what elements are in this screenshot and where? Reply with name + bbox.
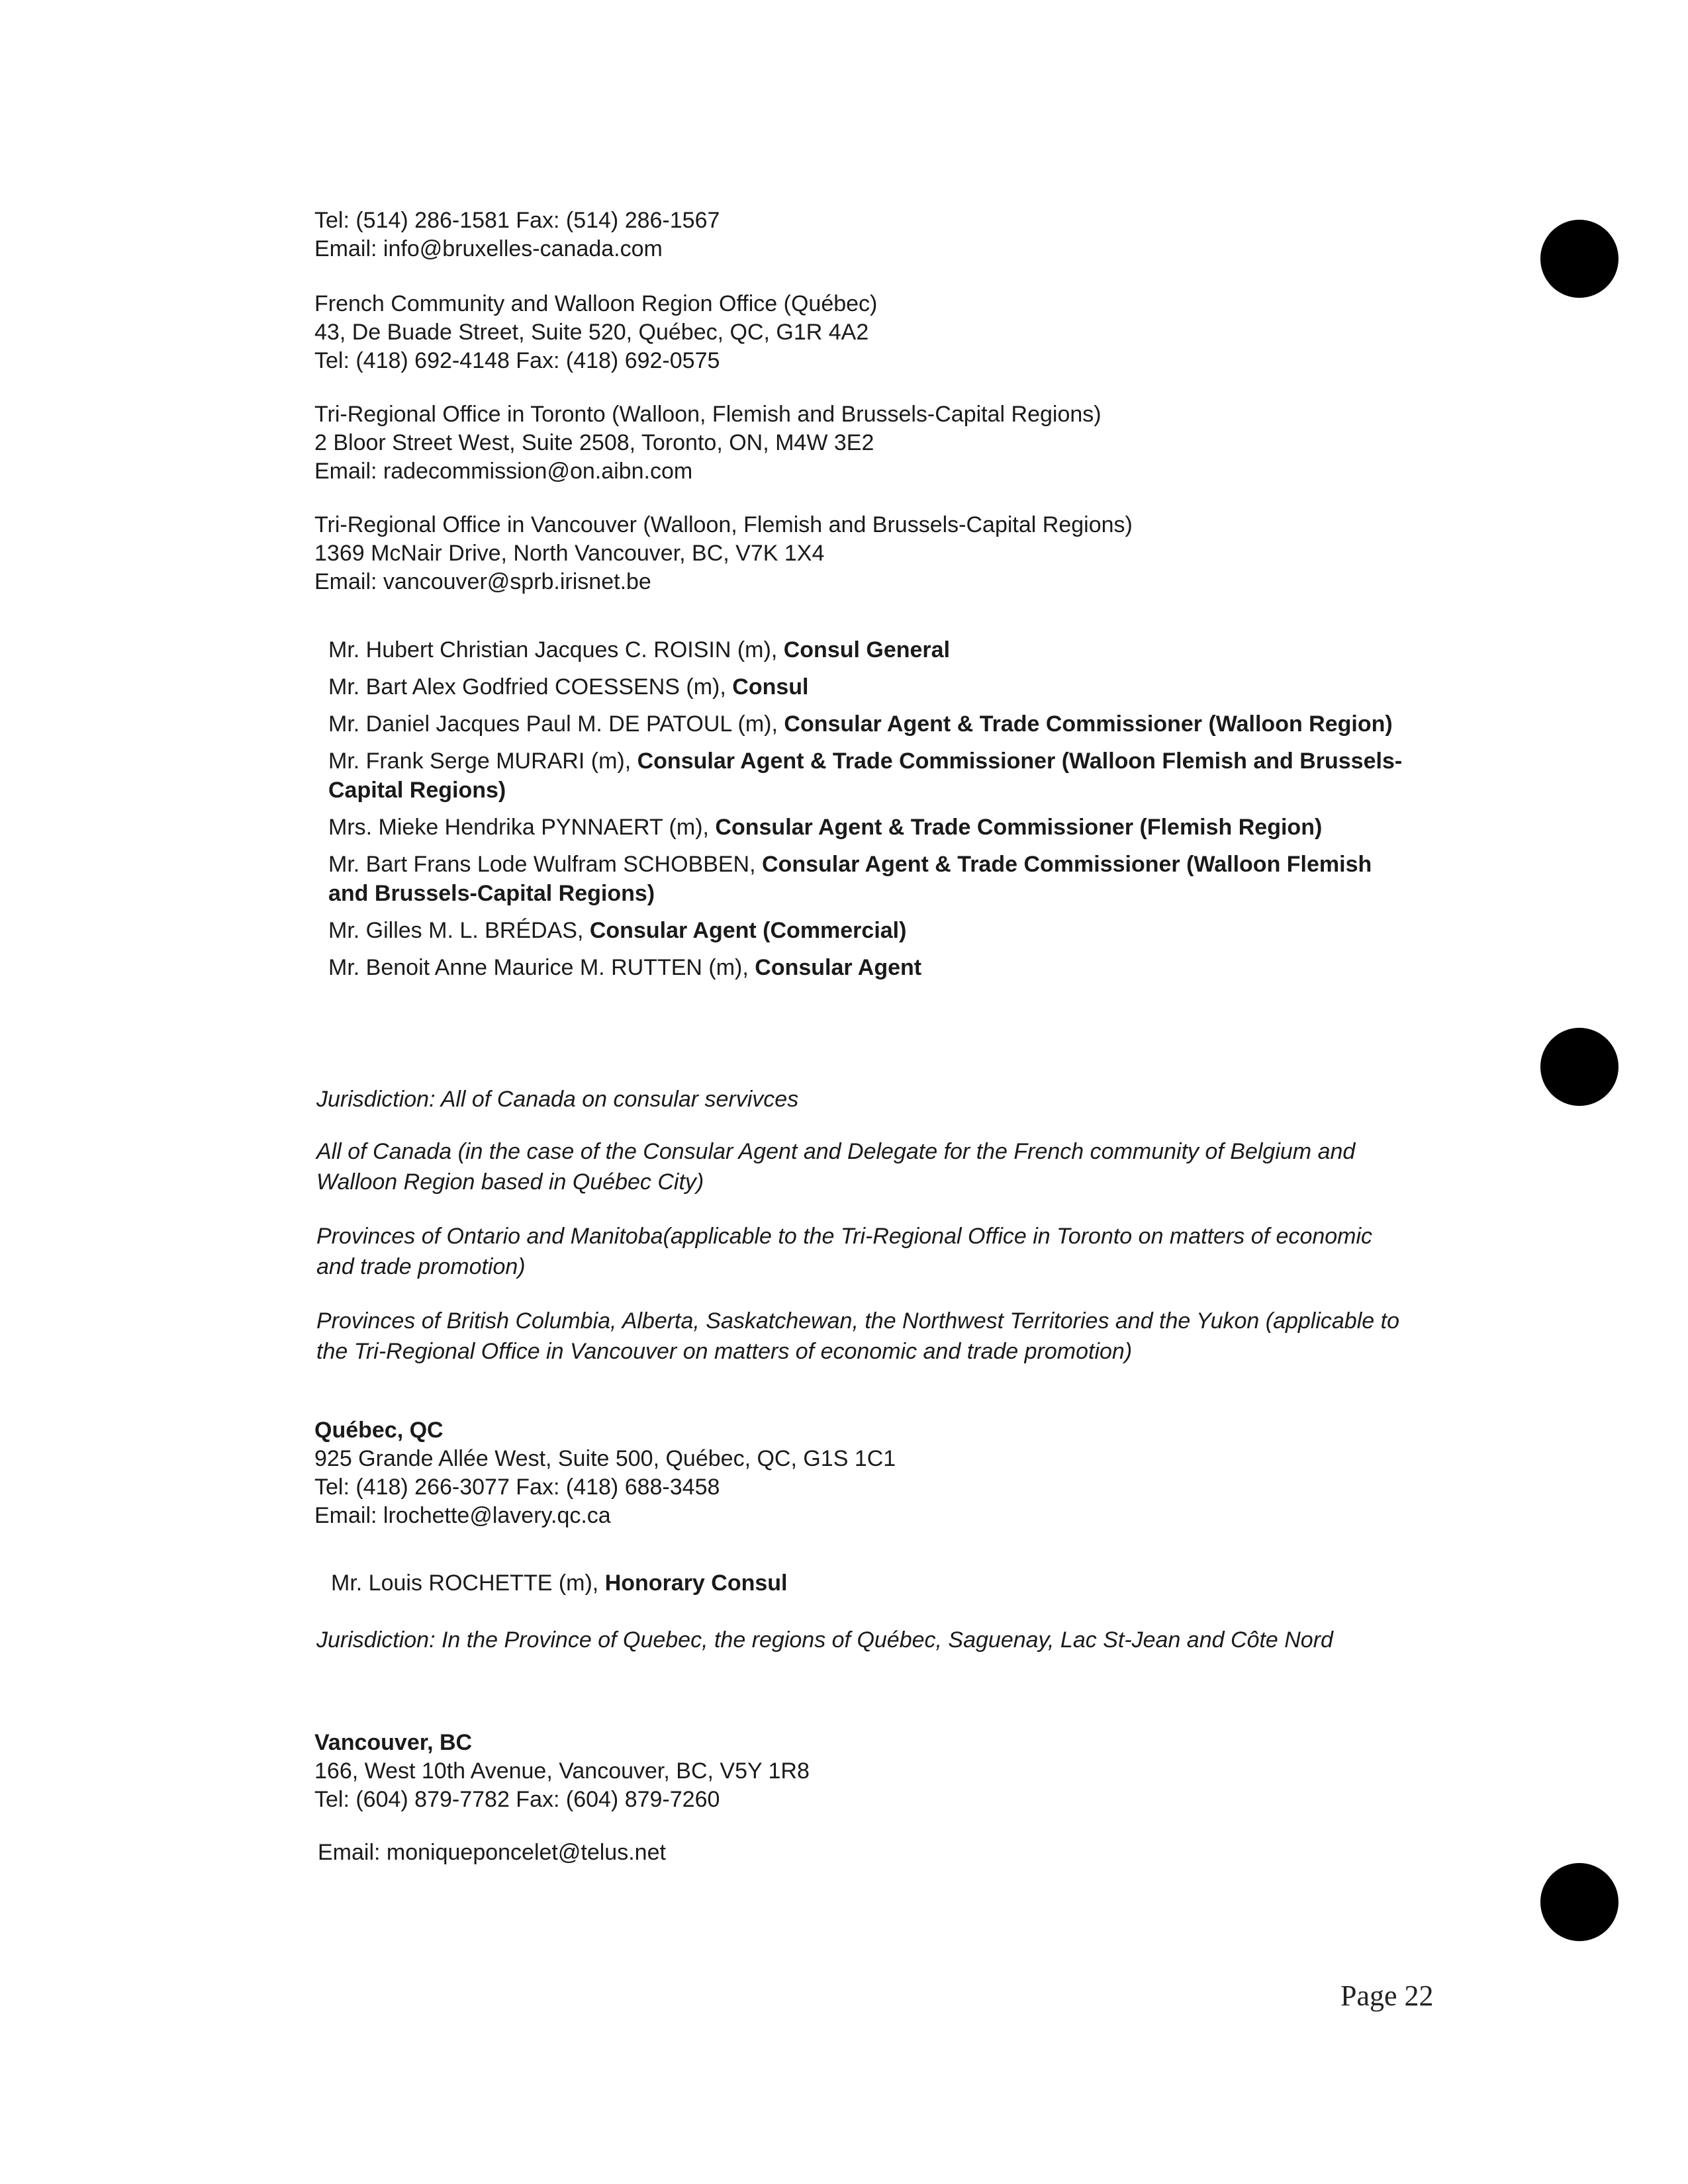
- hole-punch-icon: [1540, 1863, 1618, 1941]
- jurisdiction-vancouver: Provinces of British Columbia, Alberta, Saskatchewan, the Northwest Territories and the Yukon (applicable to the Tri-Regional Office in Vancouver on matters of economic and trade promotion): [316, 1308, 1399, 1364]
- vancouver-office: [314, 511, 1440, 596]
- official-name: Mr. Bart Alex Godfried COESSENS (m),: [328, 674, 733, 700]
- official-entry: [328, 953, 1414, 982]
- official-name: Mr. Benoit Anne Maurice M. RUTTEN (m),: [328, 955, 755, 980]
- official-title: Consular Agent & Trade Commissioner (Walloon Region): [784, 711, 1393, 737]
- officials-list: [328, 635, 1414, 990]
- consulate-phone-fax: Tel: (604) 879-7782 Fax: (604) 879-7260: [314, 1787, 720, 1812]
- top-contact: [314, 206, 1440, 263]
- official-entry: [328, 635, 1414, 664]
- office-name: Tri-Regional Office in Toronto (Walloon, Flemish and Brussels-Capital Regions): [314, 402, 1102, 427]
- official-title: Consular Agent & Trade Commissioner (Walloon Flemish and Brussels-Capital Regions): [328, 749, 1403, 803]
- official-entry: [328, 709, 1414, 739]
- phone-fax: Tel: (514) 286-1581 Fax: (514) 286-1567: [314, 208, 720, 233]
- consulate-phone-fax: Tel: (418) 266-3077 Fax: (418) 688-3458: [314, 1475, 720, 1500]
- official-entry: [328, 916, 1414, 945]
- official-name: Mr. Bart Frans Lode Wulfram SCHOBBEN,: [328, 852, 762, 877]
- hole-punch-icon: [1540, 220, 1618, 298]
- jurisdiction-toronto: Provinces of Ontario and Manitoba(applicable to the Tri-Regional Office in Toronto on matters of economic and trade promotion): [316, 1224, 1373, 1279]
- consulate-address: 925 Grande Allée West, Suite 500, Québec, QC, G1S 1C1: [314, 1446, 896, 1471]
- consulate-email: Email: lrochette@lavery.qc.ca: [314, 1503, 611, 1528]
- quebec-consulate: [314, 1416, 1440, 1530]
- office-address: 2 Bloor Street West, Suite 2508, Toronto, ON, M4W 3E2: [314, 430, 874, 455]
- office-address: 1369 McNair Drive, North Vancouver, BC, V7K 1X4: [314, 541, 825, 566]
- official-name: Mr. Hubert Christian Jacques C. ROISIN (m),: [328, 637, 784, 662]
- hole-punch-icon: [1540, 1028, 1618, 1106]
- email: Email: info@bruxelles-canada.com: [314, 236, 663, 261]
- jurisdiction-quebec-city: All of Canada (in the case of the Consular Agent and Delegate for the French community of Belgium and Walloon Region based in Québec City): [316, 1139, 1356, 1195]
- official-title: Honorary Consul: [604, 1570, 788, 1596]
- official-title: Consul General: [783, 637, 951, 662]
- official-name: Mr. Louis ROCHETTE (m),: [331, 1570, 605, 1596]
- official-name: Mr. Gilles M. L. BRÉDAS,: [328, 918, 590, 943]
- official-title: Consul: [732, 674, 809, 700]
- jurisdiction-quebec-honorary: Jurisdiction: In the Province of Quebec, the regions of Québec, Saguenay, Lac St-Jean and Côte Nord: [316, 1627, 1333, 1653]
- vancouver-consulate: [314, 1729, 1440, 1814]
- official-entry: [328, 850, 1414, 908]
- office-name: Tri-Regional Office in Vancouver (Walloon, Flemish and Brussels-Capital Regions): [314, 512, 1133, 537]
- official-entry: [328, 747, 1414, 805]
- official-title: Consular Agent & Trade Commissioner (Flemish Region): [715, 815, 1323, 840]
- official-name: Mrs. Mieke Hendrika PYNNAERT (m),: [328, 815, 716, 840]
- official-title: Consular Agent & Trade Commissioner (Walloon Flemish and Brussels-Capital Regions): [328, 852, 1372, 906]
- page-number: Page 22: [1340, 1979, 1434, 2012]
- official-title: Consular Agent (Commercial): [589, 918, 907, 943]
- official-name: Mr. Daniel Jacques Paul M. DE PATOUL (m),: [328, 711, 784, 737]
- official-entry: [328, 813, 1414, 842]
- official-name: Mr. Frank Serge MURARI (m),: [328, 749, 637, 774]
- consulate-address: 166, West 10th Avenue, Vancouver, BC, V5Y 1R8: [314, 1758, 810, 1784]
- office-name: French Community and Walloon Region Office (Québec): [314, 291, 878, 316]
- office-phone-fax: Tel: (418) 692-4148 Fax: (418) 692-0575: [314, 348, 720, 373]
- section-heading: Vancouver, BC: [314, 1730, 473, 1755]
- office-email: Email: vancouver@sprb.irisnet.be: [314, 569, 651, 594]
- office-email: Email: radecommission@on.aibn.com: [314, 459, 693, 484]
- consulate-email: Email: moniqueponcelet@telus.net: [318, 1840, 666, 1865]
- official-entry: [328, 672, 1414, 702]
- official-entry: [331, 1569, 1390, 1598]
- toronto-office: [314, 400, 1440, 486]
- office-address: 43, De Buade Street, Suite 520, Québec, QC, G1R 4A2: [314, 320, 869, 345]
- official-title: Consular Agent: [755, 955, 922, 980]
- quebec-office: [314, 290, 1440, 375]
- jurisdiction-consular: Jurisdiction: All of Canada on consular servivces: [316, 1087, 799, 1112]
- section-heading: Québec, QC: [314, 1418, 444, 1443]
